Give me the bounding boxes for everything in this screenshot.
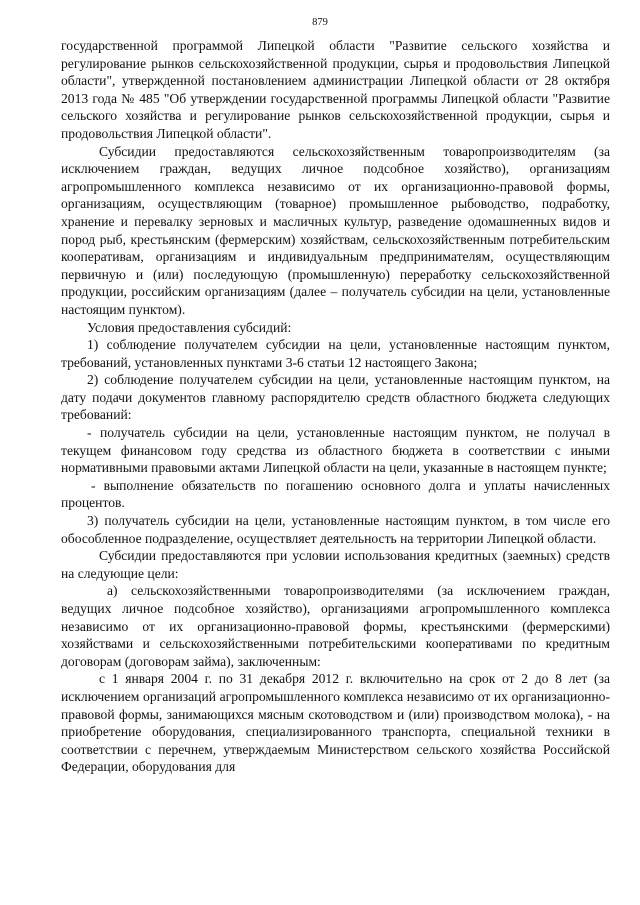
paragraph-subsidy-recipients: Субсидии предоставляются сельскохозяйственным товаропроизводителям (за исключением граждан, ведущих личное подсобное хозяйство), организациям агропромышленного комплекса независимо от их организационно-правовой формы, организациям, осуществляющим (товарное) промышленное рыбоводство, подработку, хранение и перевалку зерновых и масличных культур, разведение одомашненных видов и пород рыб, крестьянским (фермерским) хозяйствам, сельскохозяйственным потребительским кооперативам, организациям и индивидуальным предпринимателям, осуществляющим первичную и (или) последующую (промышленную) переработку сельскохозяйственной продукции, российским организациям (далее – получатель субсидии на цели, установленные настоящим пунктом). [61,143,610,317]
paragraph-requirement-no-other-funds: - получатель субсидии на цели, установленные настоящим пунктом, не получал в текущем финансовом году средства из областного бюджета в соответствии с иными нормативными правовыми актами Липецкой области на цели, указанные в настоящем пункте; [61,425,610,476]
paragraph-condition-1: 1) соблюдение получателем субсидии на цели, установленные настоящим пунктом, требований, установленных пунктами 3-6 статьи 12 настоящего Закона; [61,337,610,370]
paragraph-condition-2: 2) соблюдение получателем субсидии на цели, установленные настоящим пунктом, на дату подачи документов главному распорядителю средств областного бюджета следующих требований: [61,372,610,423]
paragraph-requirement-debt-obligations: - выполнение обязательств по погашению основного долга и уплаты начисленных процентов. [61,477,610,511]
paragraph-contracts-2004-2012: с 1 января 2004 г. по 31 декабря 2012 г. включительно на срок от 2 до 8 лет (за исключением организаций агропромышленного комплекса независимо от их организационно-правовой формы, занимающихся мясным скотоводством и (или) производством молока), - на приобретение оборудования, специализированного транспорта, специальной техники в соответствии с перечнем, утверждаемым Министерством сельского хозяйства Российской Федерации, оборудования для [61,671,610,775]
paragraph-condition-3: 3) получатель субсидии на цели, установленные настоящим пунктом, в том числе его обособленное подразделение, осуществляет деятельность на территории Липецкой области. [61,513,610,546]
page-body [61,37,610,776]
paragraph-purpose-a: а) сельскохозяйственными товаропроизводителями (за исключением граждан, ведущих личное подсобное хозяйство), организациями агропромышленного комплекса независимо от их организационно-правовой формы, крестьянскими (фермерскими) хозяйствами и сельскохозяйственными потребительскими кооперативами по кредитным договорам (договорам займа), заключенным: [61,583,610,669]
paragraph-credit-purposes: Субсидии предоставляются при условии использования кредитных (заемных) средств на следующие цели: [61,548,610,581]
paragraph-program-reference: государственной программой Липецкой области "Развитие сельского хозяйства и регулирование рынков сельскохозяйственной продукции, сырья и продовольствия Липецкой области", утвержденной постановлением администрации Липецкой области от 28 октября 2013 года № 485 "Об утверждении государственной программы Липецкой области "Развитие сельского хозяйства и регулирование рынков сельскохозяйственной продукции, сырья и продовольствия Липецкой области". [61,38,610,141]
paragraph-conditions-heading: Условия предоставления субсидий: [87,319,292,335]
page-number: 879 [312,17,328,28]
